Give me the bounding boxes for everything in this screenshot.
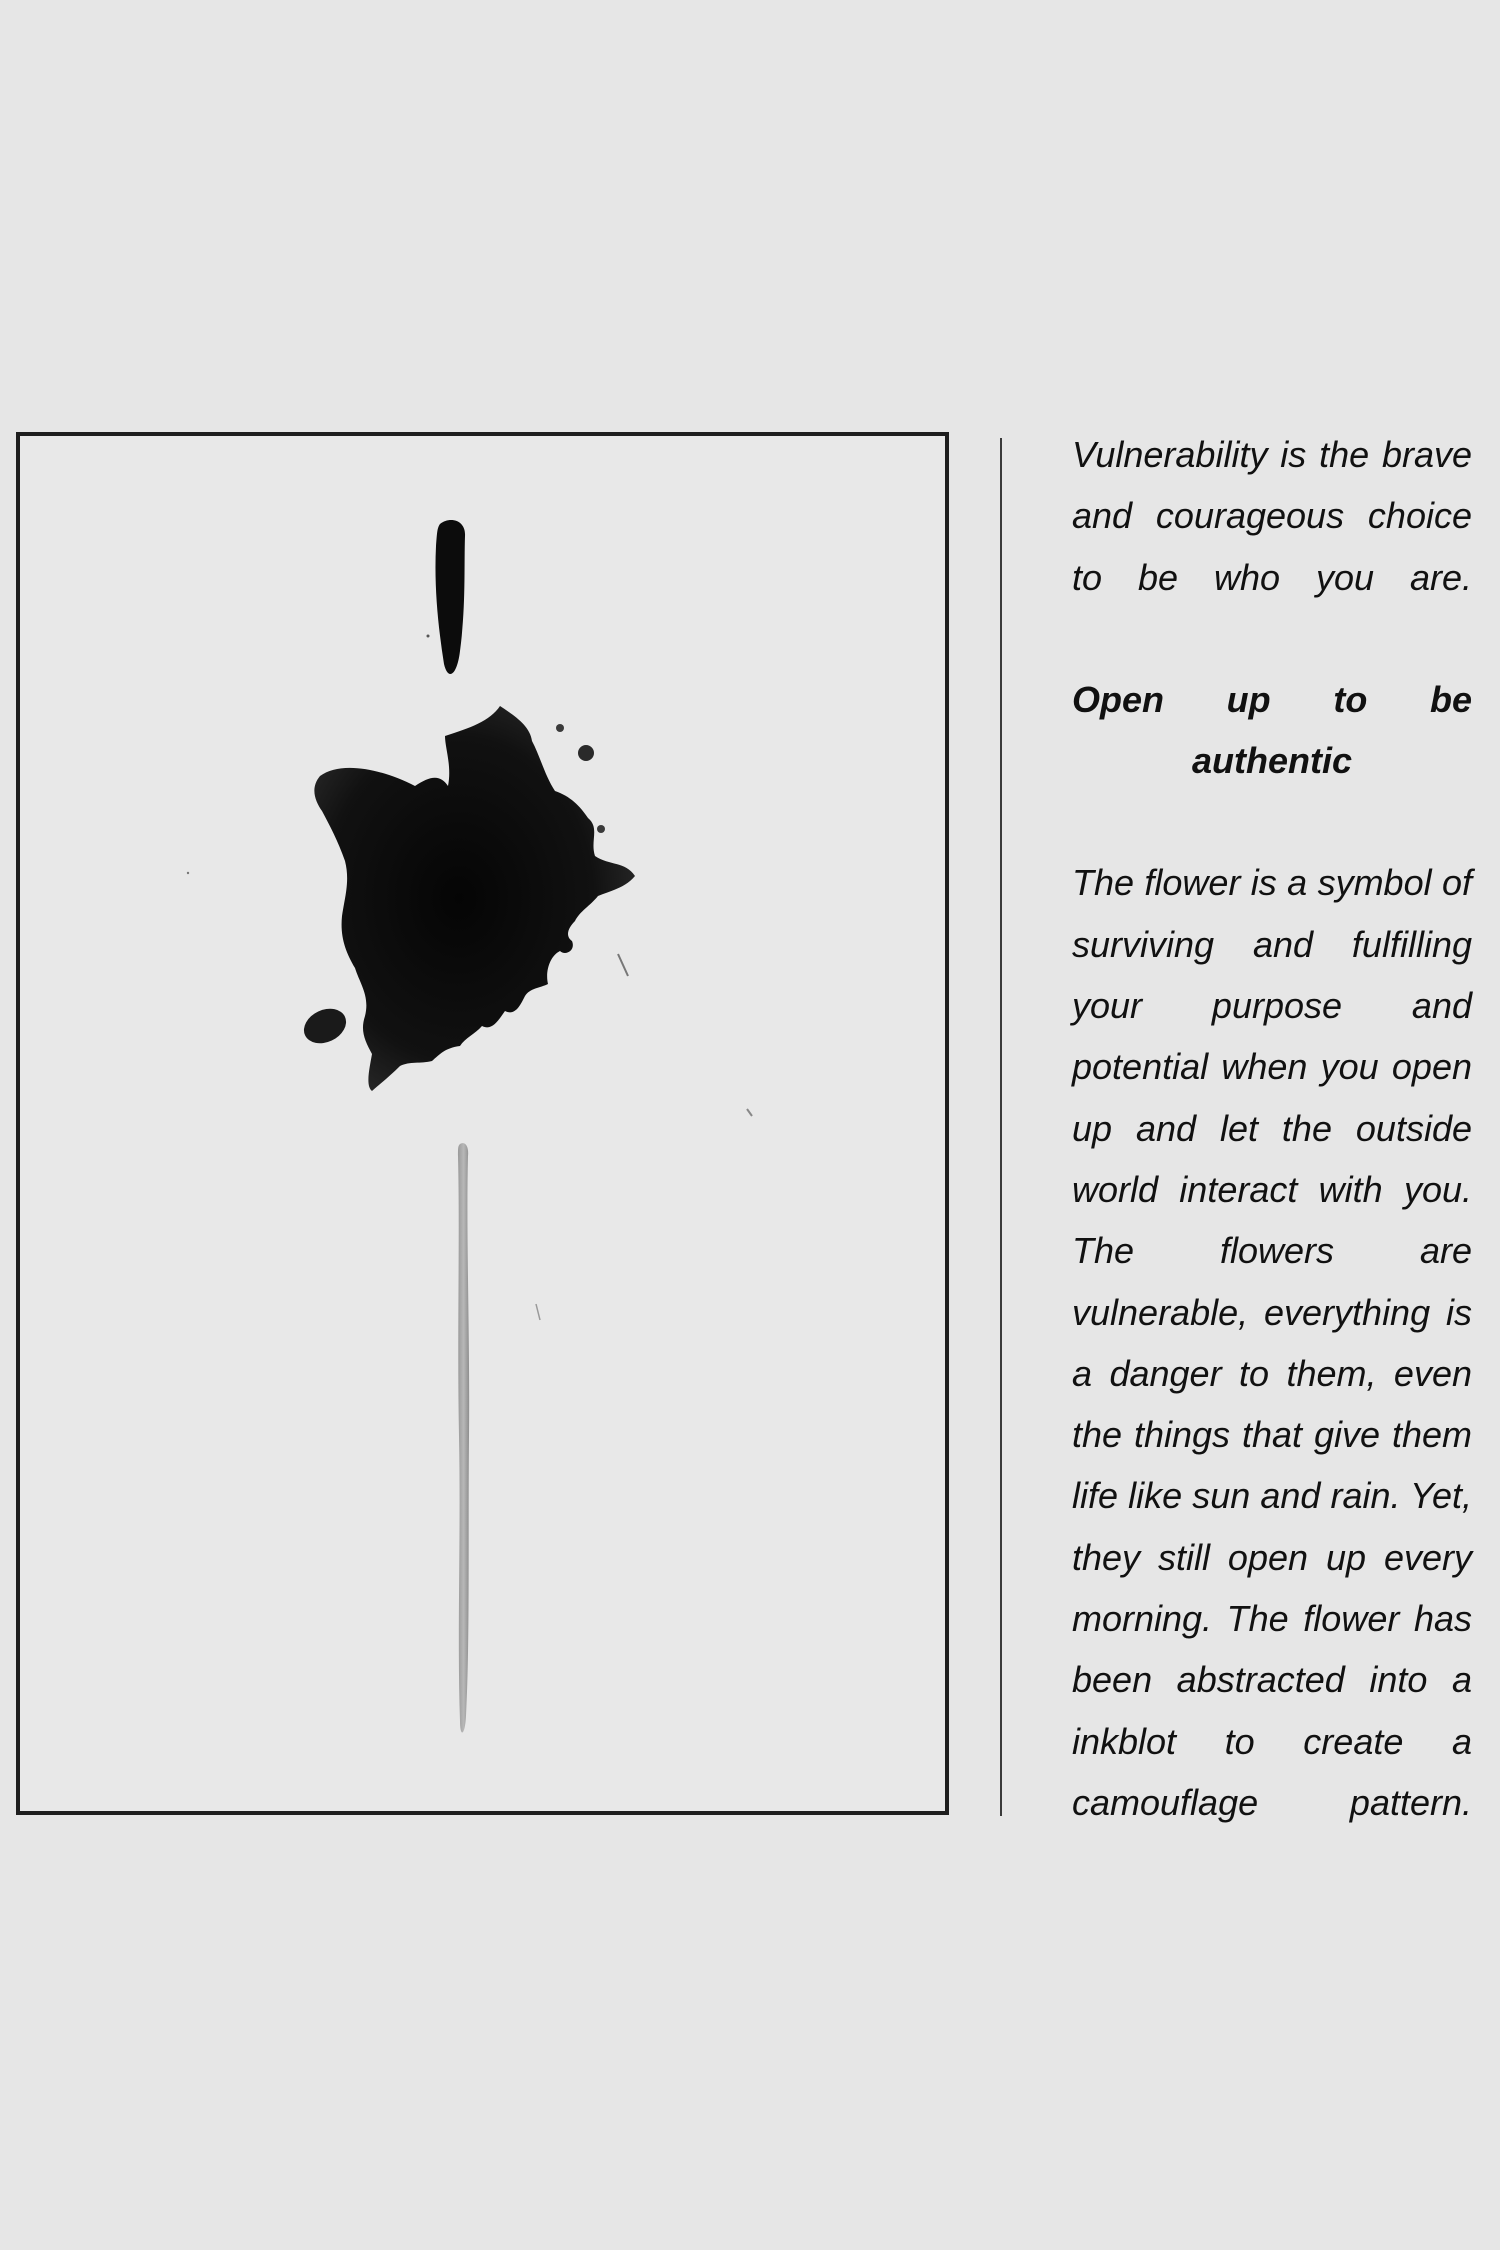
ink-dot bbox=[578, 745, 594, 761]
ink-drip-top bbox=[435, 520, 465, 674]
intro-paragraph: Vulnerability is the brave and courageous choice to be who you are. bbox=[1072, 434, 1472, 598]
artwork-frame bbox=[16, 432, 949, 1815]
ink-streak bbox=[536, 1304, 540, 1320]
body-paragraph: The flower is a symbol of surviving and fulfilling your purpose and potential when you open up and let the outside world interact with you. The flowers are vulnerable, everything is a danger to them, even the things that give them life like sun and rain. Yet, they still open up every morning. The flower has been abstracted into a inkblot to create a camouflage pattern. bbox=[1072, 862, 1472, 1823]
ink-dot bbox=[556, 724, 564, 732]
ink-streak bbox=[618, 954, 628, 976]
ink-blot-main bbox=[314, 706, 635, 1091]
vertical-divider bbox=[1000, 438, 1002, 1816]
inkblot-flower-artwork bbox=[20, 436, 945, 1811]
ink-dot bbox=[187, 872, 189, 874]
section-heading: Open up to be authentic bbox=[1072, 678, 1472, 782]
ink-dot bbox=[597, 825, 605, 833]
text-column bbox=[1072, 424, 1472, 1833]
ink-dot bbox=[427, 635, 430, 638]
flower-stem bbox=[458, 1143, 469, 1732]
ink-blob-left bbox=[298, 1002, 351, 1050]
ink-streak bbox=[747, 1109, 752, 1116]
